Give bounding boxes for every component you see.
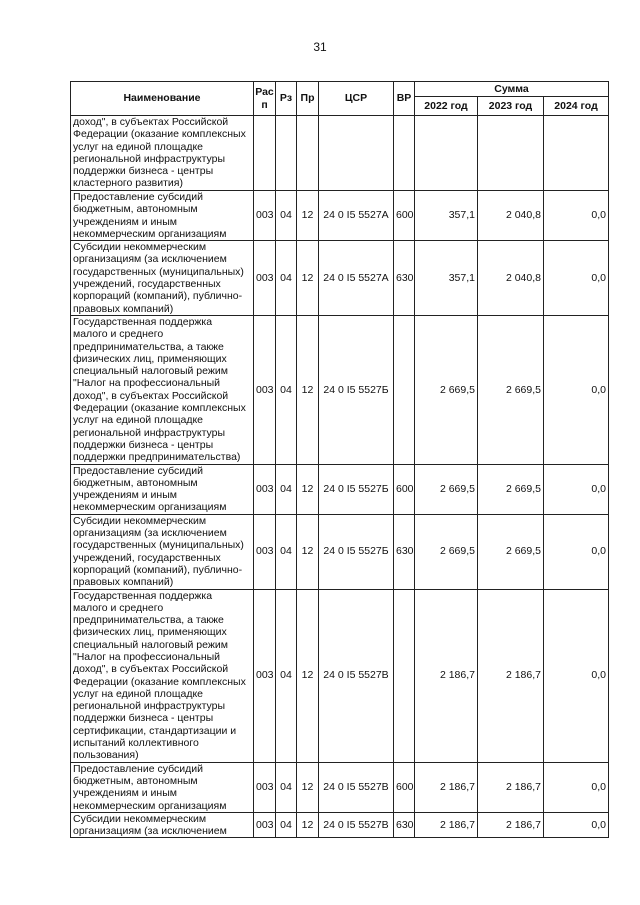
name-line: испытаний коллективного: [73, 737, 199, 750]
cell-vr: 600: [394, 191, 415, 241]
cell-pr: [297, 116, 319, 191]
name-line: некоммерческим организациям: [73, 799, 227, 812]
cell-2022: 2 669,5: [415, 464, 478, 514]
name-line: доход", в субъектах Российской: [73, 116, 229, 128]
cell-vr: 600: [394, 464, 415, 514]
name-line: Федерации (оказание комплексных: [73, 675, 246, 688]
name-line: учреждениям и иным: [73, 215, 177, 228]
header-sum: Сумма: [415, 82, 609, 97]
header-pr: Пр: [297, 82, 319, 116]
cell-csr: 24 0 I5 5527Б: [319, 315, 394, 464]
name-line: предпринимательства, а также: [73, 340, 224, 353]
name-line: поддержки бизнеса - центры: [73, 165, 214, 178]
cell-2024: 0,0: [544, 762, 609, 812]
cell-2022: 357,1: [415, 241, 478, 316]
row-name: [71, 762, 254, 812]
cell-2023: 2 186,7: [478, 762, 544, 812]
name-line: поддержки предпринимательства): [73, 451, 241, 464]
cell-2022: 2 669,5: [415, 514, 478, 589]
cell-2024: 0,0: [544, 315, 609, 464]
cell-rz: 04: [276, 514, 297, 589]
row-name: [71, 241, 254, 316]
cell-rz: 04: [276, 315, 297, 464]
cell-ras: 003: [254, 589, 276, 762]
table-row: [71, 241, 609, 316]
cell-2023: 2 669,5: [478, 514, 544, 589]
name-line: поддержки бизнеса - центры: [73, 712, 214, 725]
cell-2022: 2 186,7: [415, 762, 478, 812]
header-name: Наименование: [71, 82, 254, 116]
cell-rz: 04: [276, 464, 297, 514]
cell-pr: 12: [297, 315, 319, 464]
name-line: специальный налоговый режим: [73, 365, 228, 378]
header-ras: Рас п: [254, 82, 276, 116]
name-line: малого и среднего: [73, 328, 164, 341]
name-line: услуг на единой площадке: [73, 140, 204, 153]
row-name: [71, 589, 254, 762]
cell-2023: 2 669,5: [478, 315, 544, 464]
cell-rz: [276, 116, 297, 191]
cell-csr: 24 0 I5 5527В: [319, 589, 394, 762]
cell-2023: 2 040,8: [478, 191, 544, 241]
budget-table: [70, 81, 609, 838]
name-line: Государственная поддержка: [73, 589, 213, 602]
cell-csr: 24 0 I5 5527Б: [319, 464, 394, 514]
cell-2023: 2 186,7: [478, 812, 544, 838]
cell-rz: 04: [276, 762, 297, 812]
row-name: [71, 514, 254, 589]
name-line: сертификации, стандартизации и: [73, 724, 237, 737]
cell-ras: 003: [254, 812, 276, 838]
name-line: "Налог на профессиональный: [73, 650, 221, 663]
name-line: Государственная поддержка: [73, 315, 213, 328]
name-line: "Налог на профессиональный: [73, 377, 221, 390]
cell-2023: 2 669,5: [478, 464, 544, 514]
name-line: региональной инфраструктуры: [73, 700, 226, 713]
header-2023: 2023 год: [478, 97, 544, 116]
cell-ras: 003: [254, 464, 276, 514]
table-row: [71, 464, 609, 514]
name-line: бюджетным, автономным: [73, 774, 198, 787]
name-line: пользования): [73, 749, 139, 762]
cell-pr: 12: [297, 191, 319, 241]
header-2022: 2022 год: [415, 97, 478, 116]
name-line: региональной инфраструктуры: [73, 152, 226, 165]
cell-pr: 12: [297, 812, 319, 838]
name-line: бюджетным, автономным: [73, 476, 198, 489]
table-row: [71, 762, 609, 812]
cell-rz: 04: [276, 241, 297, 316]
name-line: физических лиц, применяющих: [73, 352, 227, 365]
cell-2024: 0,0: [544, 589, 609, 762]
cell-vr: [394, 315, 415, 464]
table-row: [71, 514, 609, 589]
name-line: организациям (за исключением: [73, 253, 227, 266]
name-line: Субсидии некоммерческим: [73, 812, 207, 825]
cell-ras: 003: [254, 315, 276, 464]
cell-csr: [319, 116, 394, 191]
name-line: Предоставление субсидий: [73, 762, 203, 775]
name-line: правовых компаний): [73, 302, 174, 315]
cell-2024: 0,0: [544, 464, 609, 514]
name-line: государственных (муниципальных): [73, 265, 244, 278]
name-line: доход", в субъектах Российской: [73, 389, 229, 402]
name-line: предпринимательства, а также: [73, 614, 224, 627]
name-line: учреждениям и иным: [73, 787, 177, 800]
header-rz: Рз: [276, 82, 297, 116]
cell-2022: 357,1: [415, 191, 478, 241]
continuation-name: [71, 116, 254, 191]
name-line: специальный налоговый режим: [73, 638, 228, 651]
table-row: [71, 315, 609, 464]
cell-pr: 12: [297, 464, 319, 514]
row-name: [71, 464, 254, 514]
cell-2024: 0,0: [544, 812, 609, 838]
name-line: доход", в субъектах Российской: [73, 663, 229, 676]
name-line: малого и среднего: [73, 601, 164, 614]
name-line: учреждений, государственных: [73, 278, 221, 291]
cell-2022: 2 669,5: [415, 315, 478, 464]
cell-2023: 2 040,8: [478, 241, 544, 316]
name-line: организациям (за исключением: [73, 825, 227, 838]
cell-pr: 12: [297, 589, 319, 762]
name-line: Предоставление субсидий: [73, 191, 203, 203]
header-csr: ЦСР: [319, 82, 394, 116]
name-line: некоммерческим организациям: [73, 227, 227, 240]
cell-2022: 2 186,7: [415, 589, 478, 762]
name-line: правовых компаний): [73, 576, 174, 589]
name-line: Федерации (оказание комплексных: [73, 402, 246, 415]
name-line: Субсидии некоммерческим: [73, 514, 207, 527]
cell-2024: 0,0: [544, 514, 609, 589]
name-line: некоммерческим организациям: [73, 501, 227, 514]
cell-ras: 003: [254, 191, 276, 241]
cell-vr: [394, 589, 415, 762]
row-name: [71, 812, 254, 838]
name-line: услуг на единой площадке: [73, 687, 204, 700]
name-line: услуг на единой площадке: [73, 414, 204, 427]
row-name: [71, 315, 254, 464]
cell-2024: 0,0: [544, 191, 609, 241]
header-2024: 2024 год: [544, 97, 609, 116]
table-row: [71, 191, 609, 241]
cell-ras: 003: [254, 514, 276, 589]
cell-2023: [478, 116, 544, 191]
table-row: [71, 589, 609, 762]
cell-pr: 12: [297, 241, 319, 316]
cell-csr: 24 0 I5 5527В: [319, 762, 394, 812]
cell-ras: 003: [254, 762, 276, 812]
name-line: организациям (за исключением: [73, 527, 227, 540]
name-line: поддержки бизнеса - центры: [73, 438, 214, 451]
name-line: Предоставление субсидий: [73, 464, 203, 477]
cell-2024: 0,0: [544, 241, 609, 316]
name-line: физических лиц, применяющих: [73, 626, 227, 639]
row-name: [71, 191, 254, 241]
cell-rz: 04: [276, 589, 297, 762]
name-line: учреждений, государственных: [73, 551, 221, 564]
cell-ras: 003: [254, 241, 276, 316]
cell-2023: 2 186,7: [478, 589, 544, 762]
cell-2022: [415, 116, 478, 191]
cell-vr: 630: [394, 514, 415, 589]
cell-2022: 2 186,7: [415, 812, 478, 838]
table-row-continuation: [71, 116, 609, 191]
header-vr: ВР: [394, 82, 415, 116]
cell-vr: 600: [394, 762, 415, 812]
cell-rz: 04: [276, 812, 297, 838]
cell-vr: 630: [394, 241, 415, 316]
name-line: корпораций (компаний), публично-: [73, 563, 243, 576]
name-line: Федерации (оказание комплексных: [73, 128, 246, 141]
cell-csr: 24 0 I5 5527Б: [319, 514, 394, 589]
cell-vr: 630: [394, 812, 415, 838]
page-number: 31: [313, 40, 327, 54]
cell-ras: [254, 116, 276, 191]
cell-pr: 12: [297, 762, 319, 812]
name-line: кластерного развития): [73, 177, 183, 190]
cell-pr: 12: [297, 514, 319, 589]
cell-csr: 24 0 I5 5527А: [319, 191, 394, 241]
name-line: Субсидии некоммерческим: [73, 241, 207, 254]
cell-vr: [394, 116, 415, 191]
name-line: корпораций (компаний), публично-: [73, 290, 243, 303]
table-row: [71, 812, 609, 838]
cell-2024: [544, 116, 609, 191]
name-line: региональной инфраструктуры: [73, 426, 226, 439]
name-line: бюджетным, автономным: [73, 203, 198, 216]
cell-csr: 24 0 I5 5527В: [319, 812, 394, 838]
cell-rz: 04: [276, 191, 297, 241]
name-line: учреждениям и иным: [73, 489, 177, 502]
name-line: государственных (муниципальных): [73, 539, 244, 552]
cell-csr: 24 0 I5 5527А: [319, 241, 394, 316]
